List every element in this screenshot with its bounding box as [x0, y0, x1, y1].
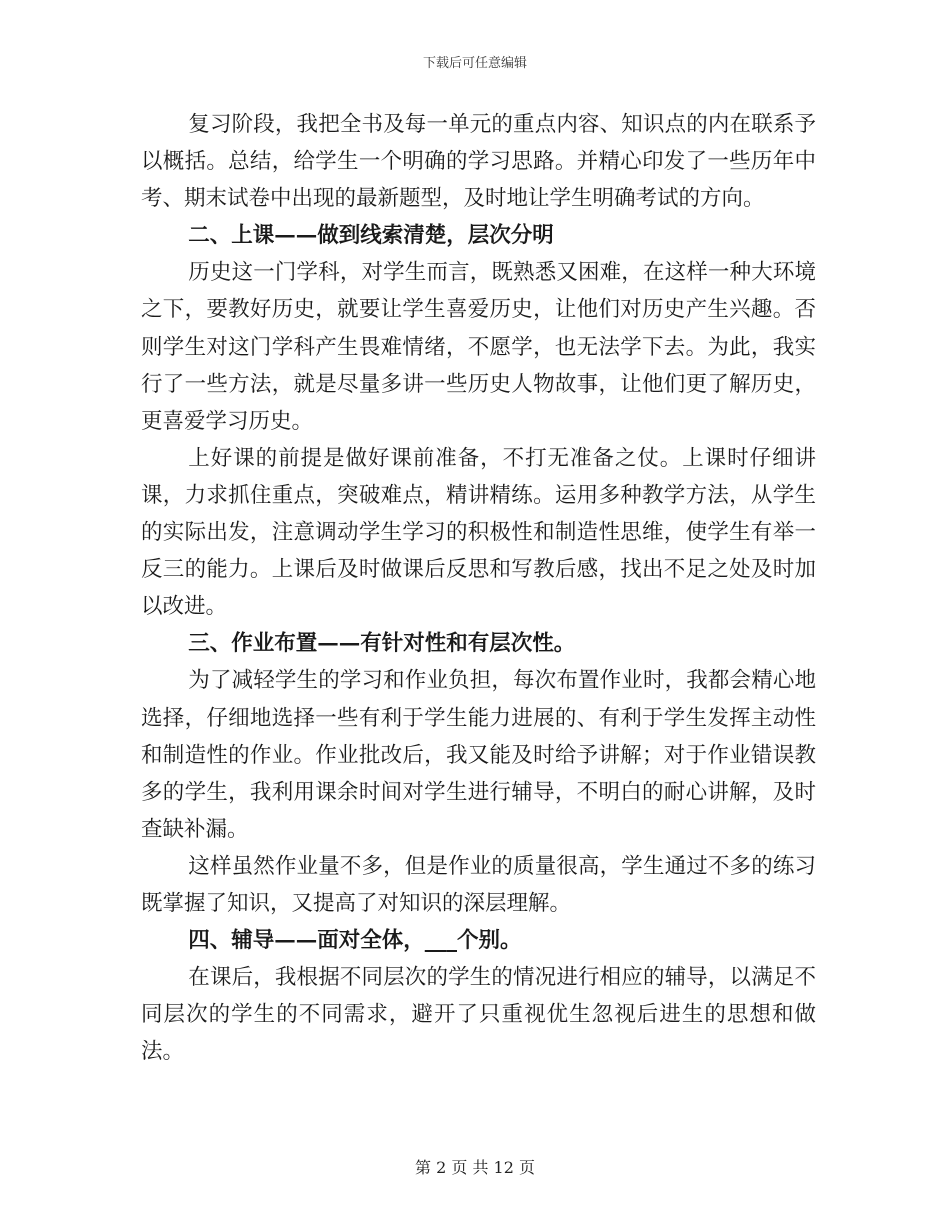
section-heading-lessons: 二、上课——做到线索清楚，层次分明	[188, 223, 554, 249]
section-heading-tutoring: 四、辅导——面对全体，___个别。	[188, 928, 522, 954]
section-heading-homework: 三、作业布置——有针对性和有层次性。	[188, 631, 576, 657]
paragraph-tutoring: 在课后，我根据不同层次的学生的情况进行相应的辅导，以满足不同层次的学生的不同需求，避开了只重视优生忽视后进生的思想和做法。	[141, 965, 816, 1065]
page-number: 第 2 页 共 12 页	[415, 1158, 535, 1177]
paragraph-lesson-preparation: 上好课的前提是做好课前准备，不打无准备之仗。上课时仔细讲课，力求抓住重点，突破难点，精讲精练。运用多种教学方法，从学生的实际出发，注意调动学生学习的积极性和制造性思维，使学生有举一反三的能力。上课后及时做课后反思和写教后感，找出不足之处及时加以改进。	[141, 445, 816, 620]
paragraph-homework-quality: 这样虽然作业量不多，但是作业的质量很高，学生通过不多的练习既掌握了知识，又提高了对知识的深层理解。	[141, 853, 816, 916]
paragraph-homework-selection: 为了减轻学生的学习和作业负担，每次布置作业时，我都会精心地选择，仔细地选择一些有利于学生能力进展的、有利于学生发挥主动性和制造性的作业。作业批改后，我又能及时给予讲解；对于作业错误教多的学生，我利用课余时间对学生进行辅导，不明白的耐心讲解，及时查缺补漏。	[141, 668, 816, 842]
page-header: 下载后可任意编辑	[422, 56, 527, 71]
paragraph-history-interest: 历史这一门学科，对学生而言，既熟悉又困难，在这样一种大环境之下，要教好历史，就要让学生喜爱历史，让他们对历史产生兴趣。否则学生对这门学科产生畏难情绪，不愿学，也无法学下去。为此，我实行了一些方法，就是尽量多讲一些历史人物故事，让他们更了解历史，更喜爱学习历史。	[141, 260, 816, 434]
paragraph-review-stage: 复习阶段，我把全书及每一单元的重点内容、知识点的内在联系予以概括。总结，给学生一个明确的学习思路。并精心印发了一些历年中考、期末试卷中出现的最新题型，及时地让学生明确考试的方向。	[141, 112, 816, 212]
document-body	[141, 106, 816, 1070]
